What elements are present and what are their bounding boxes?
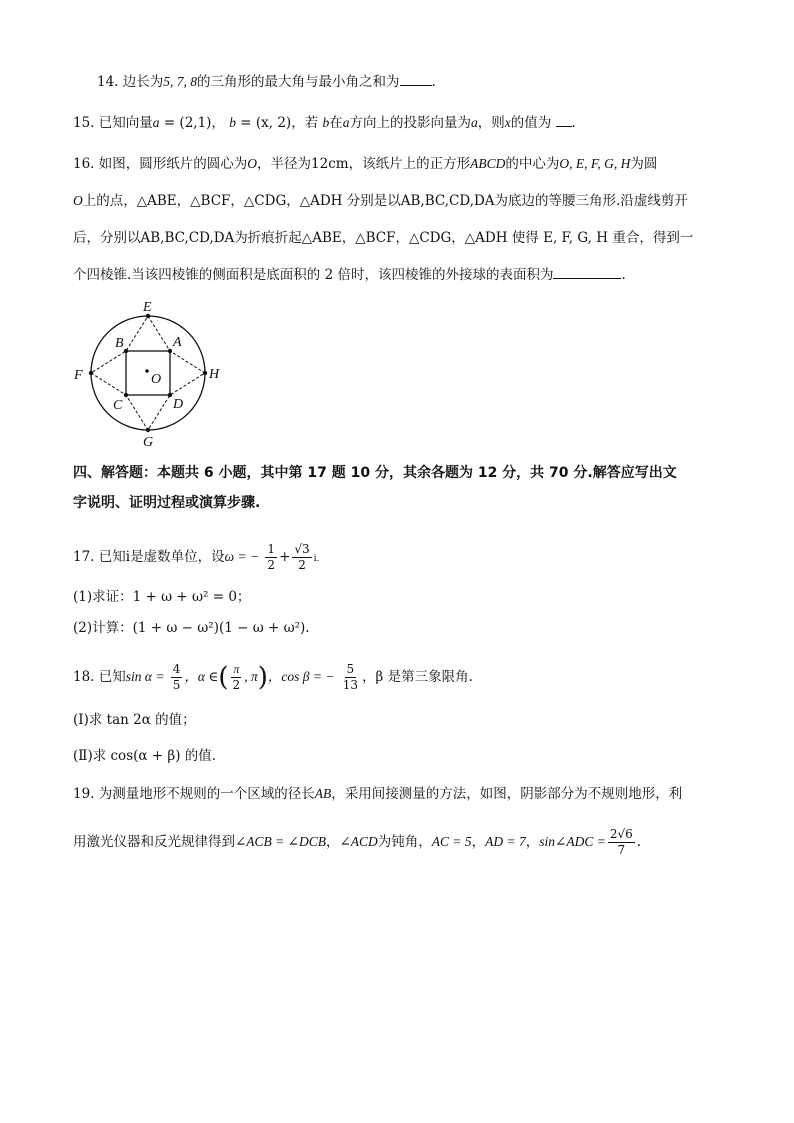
q19-ab: AB (314, 786, 332, 801)
q15-vec-b-2: b (322, 115, 330, 130)
q16-text-1e: 为圆 (630, 156, 658, 172)
q18-frac-1 (171, 662, 183, 693)
q19-frac-den: 7 (617, 843, 626, 857)
q16-text-1: 如图，圆形纸片的圆心为 (98, 156, 248, 172)
point-c (124, 393, 128, 397)
q16-text-1b: ，半径为 (257, 156, 312, 172)
section-4-heading-line2: 字说明、证明过程或演算步骤. (73, 495, 261, 511)
q14-sides: 5, 7, 8 (163, 74, 198, 89)
q18-frac-1-num: 4 (172, 662, 181, 676)
q15-answer-blank (556, 114, 572, 127)
q17-end: . (316, 554, 320, 564)
question-15 (73, 113, 576, 133)
label-c: C (113, 398, 123, 413)
q16-o-2: O (73, 193, 83, 208)
q19-sin-adc: sin∠ADC = (539, 834, 606, 849)
q19-end: . (636, 834, 642, 850)
q18-part-1: (Ⅰ)求 tan 2α 的值； (73, 712, 196, 728)
q15-var-x: x (504, 115, 511, 130)
q17-part-2: (2)计算：(1 + ω − ω²)(1 − ω + ω²). (73, 620, 310, 636)
q14-text-b: 的三角形的最大角与最小角之和为 (197, 74, 400, 90)
q19-text-1b: ，采用间接测量的方法，如图，阴影部分为不规则地形，利 (331, 786, 683, 802)
q16-o: O (247, 156, 258, 171)
figure-square (126, 351, 170, 395)
q16-square: ABCD (470, 156, 506, 171)
q15-vec-b: b (229, 115, 236, 130)
q17-plus: + (279, 549, 291, 565)
q16-text-3: 后，分别以AB,BC,CD,DA为折痕折起△ABE，△BCF，△CDG，△ADH 使得 E, F, G, H 重合，得到一 (73, 230, 694, 246)
q15-number: 15. (73, 115, 95, 131)
q18-cos-b: ，cos β = − (267, 669, 335, 684)
q15-vec-a: a (152, 115, 160, 130)
q19-frac (608, 827, 635, 858)
q17-frac-1 (265, 542, 277, 573)
question-19-line1 (73, 784, 682, 804)
q18-frac-2 (341, 662, 360, 693)
q19-frac-num: 2√6 (609, 827, 633, 841)
point-h (203, 371, 207, 375)
q19-angles: ∠ACB = ∠DCB (235, 834, 326, 849)
q15-vec-a-def: = (2,1)， (163, 115, 225, 131)
q19-text-1a: 为测量地形不规则的一个区域的径长 (98, 786, 315, 802)
q18-frac-2-den: 13 (342, 678, 359, 692)
label-e: E (143, 300, 152, 315)
label-f: F (74, 368, 83, 383)
q18-text-b: ，β 是第三象限角. (362, 669, 473, 685)
q16-answer-blank (553, 266, 621, 279)
q18-frac-1-den: 5 (172, 678, 181, 692)
point-d (168, 393, 172, 397)
q19-text-2b: ， (325, 834, 340, 850)
q17-frac-2-num: √3 (294, 542, 310, 556)
q16-text-2: 上的点，△ABE，△BCF，△CDG，△ADH 分别是以AB,BC,CD,DA为底边的等腰三角形.沿虚线剪开 (82, 193, 688, 209)
q18-frac-pi (231, 662, 243, 693)
q16-radius: 12cm (311, 156, 349, 172)
point-a (168, 349, 172, 353)
label-d: D (173, 397, 184, 412)
figure-circle (91, 316, 205, 430)
q16-points: O, E, F, G, H (559, 156, 631, 171)
q15-text-e: 的值为 (510, 115, 552, 131)
q19-number: 19. (73, 786, 95, 802)
q18-alpha-in: ，α ∈ (184, 669, 219, 684)
q17-frac-2 (292, 542, 311, 573)
q17-frac-1-den: 2 (267, 558, 276, 572)
q18-part-2: (Ⅱ)求 cos(α + β) 的值. (73, 748, 217, 764)
q19-ad: AD = 7 (485, 834, 526, 849)
point-b (124, 349, 128, 353)
q18-pi-num: π (233, 662, 240, 676)
q14-number: 14. (97, 74, 119, 90)
label-h: H (209, 367, 220, 382)
question-14 (97, 72, 436, 92)
q18-pi-end: , π (244, 669, 258, 684)
point-f (89, 371, 93, 375)
q16-text-1c: ，该纸片上的正方形 (348, 156, 471, 172)
label-a: A (173, 335, 182, 350)
label-o: O (151, 372, 162, 387)
q18-paren-open: ( (218, 662, 229, 693)
q18-frac-2-num: 5 (346, 662, 355, 676)
q17-omega: ω = − (224, 549, 260, 564)
q18-number: 18. (73, 669, 95, 685)
q14-answer-blank (400, 73, 432, 86)
q15-vec-b-def: = (x, 2)，若 (240, 115, 319, 131)
q16-text-4: 个四棱锥.当该四棱锥的侧面积是底面积的 2 倍时，该四棱锥的外接球的表面积为 (73, 267, 554, 283)
label-g: G (143, 435, 154, 450)
q17-i: i (313, 554, 317, 564)
question-19-line2: 用激光仪器和反光规律得到∠ACB = ∠DCB，∠ACD为钝角，AC = 5，AD = 7，sin∠ADC = $\frac{2√6}{7}$ . (73, 827, 642, 857)
question-17 (73, 540, 319, 576)
q18-pi-den: 2 (232, 678, 241, 692)
q18-sin-a: sin α = (125, 669, 165, 684)
q19-text-2a: 用激光仪器和反光规律得到 (73, 834, 235, 850)
q15-text-c: 方向上的投影向量为 (349, 115, 471, 131)
label-b: B (115, 336, 124, 351)
q18-paren-close: ) (257, 662, 268, 693)
q17-frac-1-num: 1 (267, 542, 276, 556)
q19-ac: AC = 5 (431, 834, 472, 849)
section-4-heading-line1: 四、解答题：本题共 6 小题，其中第 17 题 10 分，其余各题为 12 分，共 70 分.解答应写出文 (73, 465, 677, 481)
q14-text-a: 边长为 (122, 74, 164, 90)
q17-part-1: (1)求证：1 + ω + ω² = 0； (73, 589, 251, 605)
q16-end: . (621, 267, 626, 283)
question-16-line4 (73, 265, 626, 285)
q16-figure (70, 295, 230, 450)
q19-acd: ∠ACD (339, 834, 378, 849)
q15-text-d: ，则 (477, 115, 505, 131)
q18-text-a: 已知 (98, 669, 126, 685)
q15-text-a: 已知向量 (98, 115, 153, 131)
q15-vec-a-2: a (342, 115, 350, 130)
question-16-line1 (73, 154, 657, 174)
question-16-line2 (73, 191, 688, 211)
q19-text-2c: 为钝角， (377, 834, 432, 850)
q16-number: 16. (73, 156, 95, 172)
q14-end: . (431, 74, 436, 90)
q17-number: 17. (73, 549, 95, 565)
point-g (146, 428, 150, 432)
question-18 (73, 660, 473, 694)
point-o (145, 369, 149, 373)
q16-text-1d: 的中心为 (505, 156, 560, 172)
q17-text-a: 已知i是虚数单位，设 (98, 549, 225, 565)
q15-text-b: 在 (329, 115, 343, 131)
q15-vec-a-3: a (471, 115, 478, 130)
q15-end: . (571, 115, 576, 131)
question-16-line3 (73, 228, 693, 248)
q17-frac-2-den: 2 (298, 558, 306, 572)
